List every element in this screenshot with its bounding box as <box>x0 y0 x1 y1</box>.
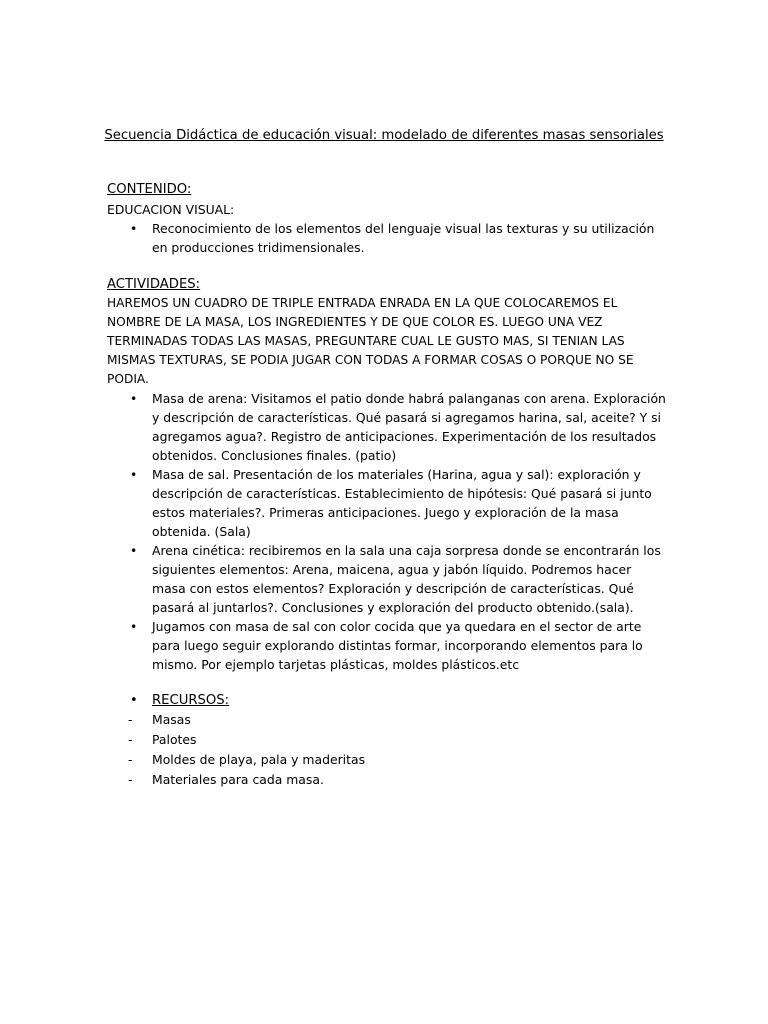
list-item-text: Reconocimiento de los elementos del lenguaje visual las texturas y su utilización en producciones tridimensionales. <box>152 221 655 255</box>
list-item <box>107 710 667 730</box>
recursos-list <box>107 710 667 790</box>
list-item-text: Arena cinética: recibiremos en la sala una caja sorpresa donde se encontrarán los siguientes elementos: Arena, maicena, agua y jabón líquido. Podremos hacer masa con estos elementos? Exploración y descripción de características. Qué pasará al juntarlos?. Conclusiones y exploración del producto obtenido.(sala). <box>152 543 661 615</box>
dash-icon: - <box>128 752 133 767</box>
actividades-intro: HAREMOS UN CUADRO DE TRIPLE ENTRADA ENRADA EN LA QUE COLOCAREMOS EL NOMBRE DE LA MASA, LOS INGREDIENTES Y DE QUE COLOR ES. LUEGO UNA VEZ TERMINADAS TODAS LAS MASAS, PREGUNTARE CUAL LE GUSTO MAS, SI TENIAN LAS MISMAS TEXTURAS, SE PODIA JUGAR CON TODAS A FORMAR COSAS O PORQUE NO SE PODIA. <box>107 296 634 386</box>
list-item-text: Moldes de playa, pala y maderitas <box>152 752 366 767</box>
bullet-icon: • <box>130 467 138 482</box>
dash-icon: - <box>128 732 133 747</box>
list-item <box>107 219 667 257</box>
contenido-heading: CONTENIDO: <box>107 182 192 197</box>
actividades-list <box>107 389 667 674</box>
list-item <box>107 730 667 750</box>
bullet-icon: • <box>130 619 138 634</box>
list-item-text: Materiales para cada masa. <box>152 772 324 787</box>
dash-icon: - <box>128 772 133 787</box>
list-item-text: Masas <box>152 712 191 727</box>
list-item-text: Masa de sal. Presentación de los materiales (Harina, agua y sal): exploración y descripción de características. Establecimiento de hipótesis: Qué pasará si junto estos materiales?. Primeras anticipaciones. Juego y exploración de la masa obtenida. (Sala) <box>152 467 652 539</box>
contenido-subheading: EDUCACION VISUAL: <box>107 202 235 217</box>
list-item <box>107 770 667 790</box>
bullet-icon: • <box>130 221 138 236</box>
dash-icon: - <box>128 712 133 727</box>
list-item-text: Palotes <box>152 732 197 747</box>
document-title: Secuencia Didáctica de educación visual: modelado de diferentes masas sensoriales <box>104 128 664 143</box>
list-item <box>107 750 667 770</box>
list-item-text: Jugamos con masa de sal con color cocida que ya quedara en el sector de arte para luego seguir explorando distintas formar, incorporando elementos para lo mismo. Por ejemplo tarjetas plásticas, moldes plásticos.etc <box>152 619 643 672</box>
bullet-icon: • <box>130 391 138 406</box>
list-item-text: Masa de arena: Visitamos el patio donde habrá palanganas con arena. Exploración y descripción de características. Qué pasará si agregamos harina, sal, aceite? Y si agregamos agua?. Registro de anticipaciones. Experimentación de los resultados obtenidos. Conclusiones finales. (patio) <box>152 391 666 463</box>
list-item <box>107 389 667 465</box>
contenido-list <box>107 219 667 257</box>
recursos-heading: RECURSOS: <box>152 693 230 708</box>
actividades-heading: ACTIVIDADES: <box>107 277 201 292</box>
bullet-icon: • <box>130 693 138 708</box>
list-item <box>107 617 667 674</box>
bullet-icon: • <box>130 543 138 558</box>
list-item <box>107 465 667 541</box>
list-item <box>107 541 667 617</box>
